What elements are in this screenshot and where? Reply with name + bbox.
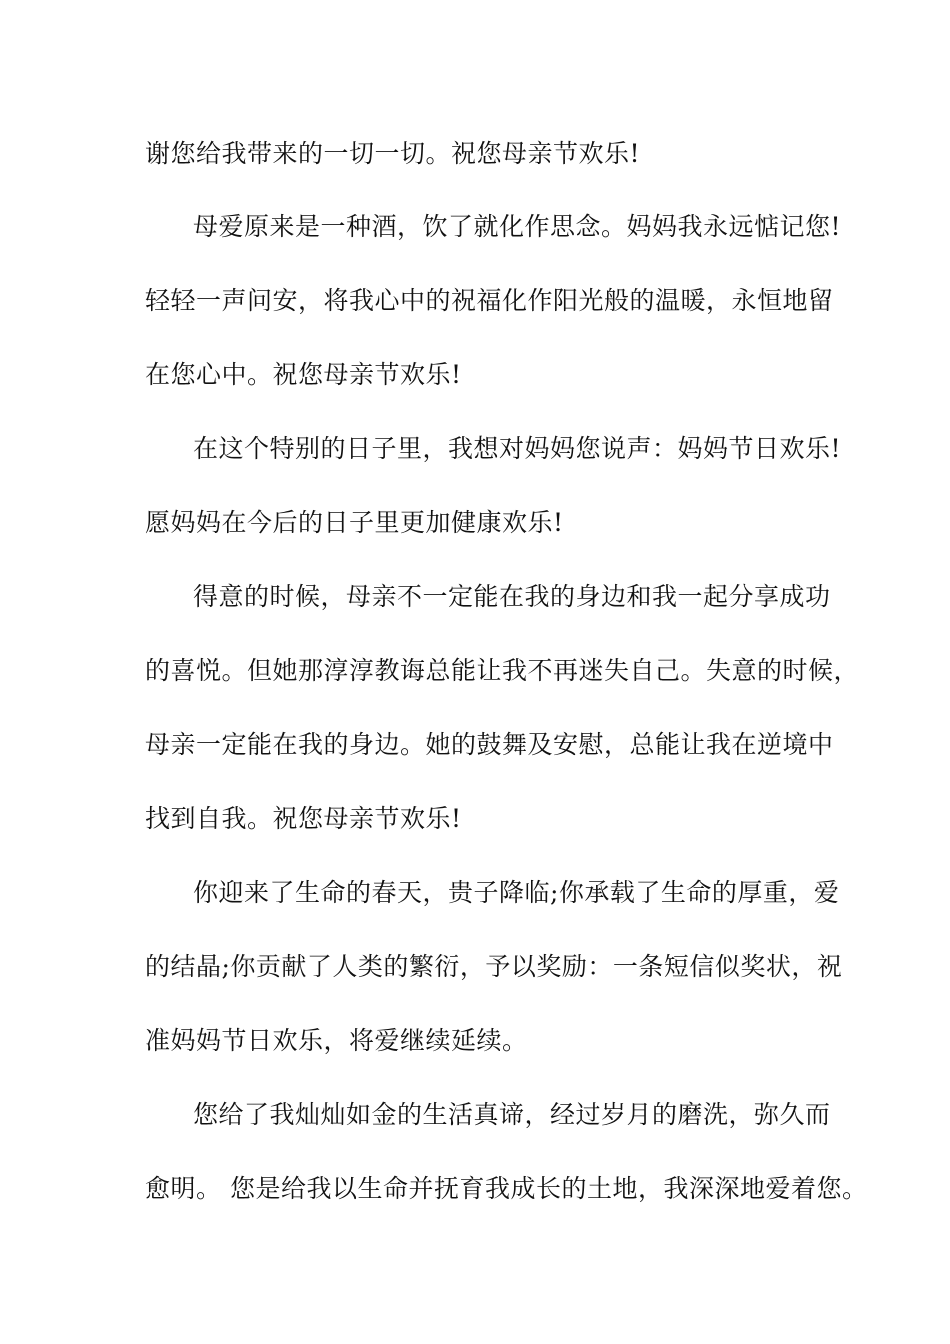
text-line: 谢您给我带来的一切一切。祝您母亲节欢乐! xyxy=(145,139,641,168)
paragraph-first-line: 在这个特别的日子里，我想对妈妈您说声：妈妈节日欢乐! xyxy=(193,434,842,463)
paragraph-first-line: 你迎来了生命的春天，贵子降临;你承载了生命的厚重，爱 xyxy=(193,878,840,907)
text-line: 轻轻一声问安，将我心中的祝福化作阳光般的温暖，永恒地留 xyxy=(145,286,834,315)
text-line: 的结晶;你贡献了人类的繁衍，予以奖励：一条短信似奖状，祝 xyxy=(145,952,843,981)
paragraph-first-line: 您给了我灿灿如金的生活真谛，经过岁月的磨洗，弥久而 xyxy=(193,1100,831,1129)
paragraph-first-line: 母爱原来是一种酒，饮了就化作思念。妈妈我永远惦记您! xyxy=(193,212,842,241)
paragraph-first-line: 得意的时候，母亲不一定能在我的身边和我一起分享成功 xyxy=(193,582,831,611)
text-line: 准妈妈节日欢乐，将爱继续延续。 xyxy=(145,1026,528,1055)
text-line: 愿妈妈在今后的日子里更加健康欢乐! xyxy=(145,508,564,537)
text-line: 母亲一定能在我的身边。她的鼓舞及安慰，总能让我在逆境中 xyxy=(145,730,834,759)
text-line: 在您心中。祝您母亲节欢乐! xyxy=(145,360,462,389)
text-line: 的喜悦。但她那淳淳教诲总能让我不再迷失自己。失意的时候， xyxy=(145,656,860,685)
text-line: 找到自我。祝您母亲节欢乐! xyxy=(145,804,462,833)
text-line: 愈明。 您是给我以生命并抚育我成长的土地，我深深地爱着您。 xyxy=(145,1174,868,1203)
